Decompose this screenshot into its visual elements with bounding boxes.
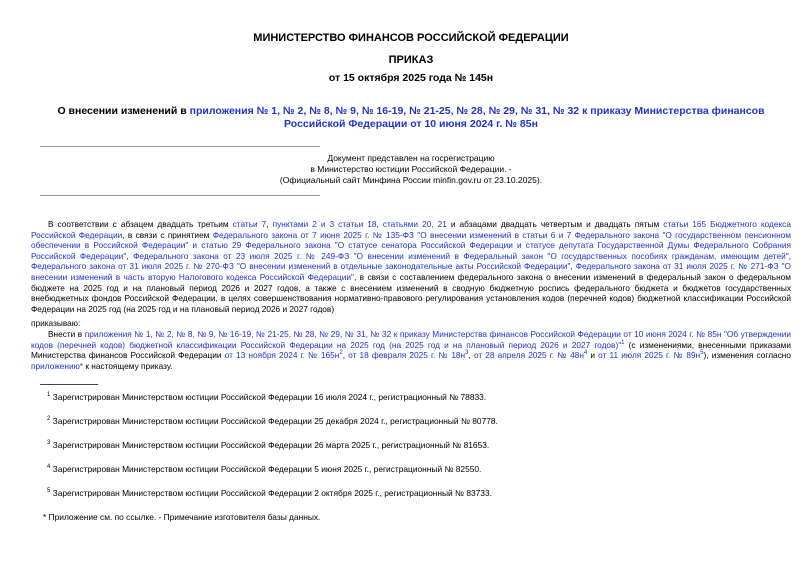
footnotes-section — [31, 392, 791, 523]
footnote-5 — [31, 488, 791, 499]
order-paragraph — [31, 329, 791, 371]
footnote-text: Зарегистрирован Министерством юстиции Российской Федерации 5 июня 2025 г., регистрационный № 82550. — [52, 464, 482, 475]
footnote-text: Приложение см. по ссылке. - Примечание изготовителя базы данных. — [48, 512, 321, 523]
reference-link[interactable]: приложению* — [31, 360, 84, 371]
footnote-marker: 1 — [47, 392, 51, 399]
document-date-number: от 15 октября 2025 года № 145н — [328, 72, 494, 84]
footnote-2 — [31, 416, 791, 427]
document-title — [31, 105, 791, 131]
document-type: ПРИКАЗ — [388, 54, 434, 66]
reference-link[interactable]: приложения № 1, № 2, № 8, № 9, № 16-19, № 21-25, № 28, № 29, № 31, № 32 к приказу Министерства финансов Российской Федерации от 10 июня 2024 г. № 85н — [189, 105, 765, 130]
footnote-3 — [31, 440, 791, 451]
divider-line-bottom — [40, 195, 320, 196]
reference-link[interactable]: 4 — [583, 350, 588, 357]
footnote-marker: 4 — [47, 464, 51, 471]
reference-link[interactable]: 1 — [621, 339, 625, 346]
text-run: , — [266, 219, 273, 229]
text-run: , — [376, 219, 383, 229]
text-run: , — [788, 250, 791, 261]
text-run: ), изменения согласно — [703, 350, 791, 361]
reference-link[interactable]: от 28 апреля 2025 г. № 48н — [473, 350, 584, 361]
text-run: Внести в — [48, 328, 85, 339]
footnote-1 — [31, 392, 791, 403]
footnote-marker: 2 — [47, 416, 51, 423]
registration-note — [31, 153, 791, 186]
footnote-marker: 3 — [47, 440, 51, 447]
reference-link[interactable]: от 18 февраля 2025 г. № 18н — [348, 350, 466, 361]
document-header — [31, 32, 791, 84]
footnote-marker: 5 — [47, 488, 51, 495]
text-run: и абзацами двадцать четвертым и двадцать пятым — [446, 219, 664, 229]
text-run: , в связи с принятием — [122, 229, 213, 240]
text-run: и — [587, 350, 599, 361]
footnote-text: Зарегистрирован Министерством юстиции Российской Федерации 2 октября 2025 г., регистрационный № 83733. — [52, 488, 492, 499]
text-run: , в связи с составлением федерального закона о внесении изменений в федеральный закон о федеральном бюджете на 2025 год и на плановый период 2026 и 2027 годов, а также с внесением изменений в сводную бюджетную роспись федерального бюджета и бюджетов государственных внебюджетных фондов Российской Федерации, в целях совершенствования нормативно-правового регулирования установления кодов (перечней кодов) бюджетной классификации Российской Федерации на 2025 год (на 2025 год и на плановый период 2026 и 2027 годов) — [31, 271, 791, 314]
registration-note-line: (Официальный сайт Минфина России minfin.gov.ru от 23.10.2025). — [279, 175, 543, 185]
reference-link[interactable]: 3 — [465, 350, 469, 357]
registration-note-line: Документ представлен на госрегистрацию — [327, 153, 495, 163]
footnote-text: Зарегистрирован Министерством юстиции Российской Федерации 26 марта 2025 г., регистрационный № 81653. — [52, 440, 490, 451]
footnote-marker: * — [43, 512, 47, 523]
reference-link[interactable]: от 11 июля 2025 г. № 89н — [598, 350, 701, 361]
reference-link[interactable]: Федерального закона от 7 июня 2025 г. № 135-ФЗ "О внесении изменений в статьи 6 и 7 Федерального закона "О государственном пенсионном обеспечении в Российской Федерации" и статью 29 Федерального закона "О статусе сенатора Российской Федерации и статусе депутата Государственной Думы Федерального Собрания Российской Федерации" — [31, 229, 791, 261]
footnote-text: Зарегистрирован Министерством юстиции Российской Федерации 25 декабря 2024 г., регистрационный № 80778. — [52, 416, 498, 427]
ministry-name: МИНИСТЕРСТВО ФИНАНСОВ РОССИЙСКОЙ ФЕДЕРАЦИИ — [253, 32, 569, 44]
reference-link[interactable]: от 13 ноября 2024 г. № 165н — [224, 350, 340, 361]
divider-line-top — [40, 146, 320, 147]
reference-link[interactable]: статьи 165 Бюджетного кодекса Российской Федерации — [31, 219, 791, 240]
text-run: В соответствии с абзацем двадцать третьим — [48, 219, 233, 229]
reference-link[interactable]: 2 — [339, 350, 343, 357]
text-run: (с изменениями, внесенными приказами Министерства финансов Российской Федерации — [31, 339, 791, 361]
reference-link[interactable]: 5 — [700, 350, 704, 357]
text-run: , — [468, 350, 474, 361]
registration-note-line: в Министерство юстиции Российской Федерации. - — [310, 164, 512, 174]
text-run: , — [570, 261, 576, 272]
reference-link[interactable]: приложения № 1, № 2, № 8, № 9, № 16-19, № 21-25, № 28, № 29, № 31, № 32 к приказу Министерства финансов Российской Федерации от 10 июня 2024 г. № 85н "Об утверждении кодов (перечней кодов) бюджетной классификации Российской Федерации на 2025 год (на 2025 год и на плановый период 2026 и 2027 годов)" — [31, 328, 791, 350]
footnote-4 — [31, 464, 791, 475]
text-run: , — [126, 250, 134, 261]
prikaz-word: приказываю: — [31, 318, 81, 329]
reference-link[interactable]: Федерального закона от 31 июля 2025 г. № 270-ФЗ "О внесении изменений в отдельные законодательные акты Российской Федерации" — [31, 261, 571, 272]
document-content — [31, 32, 791, 523]
reference-link[interactable]: Федерального закона от 31 июля 2025 г. № 271-ФЗ "О внесении изменений в часть вторую Налогового кодекса Российской Федерации" — [31, 261, 791, 282]
reference-link[interactable]: Федерального закона от 23 июля 2025 г. № 249-ФЗ "О внесении изменений в Федеральный закон "О государственных пособиях гражданам, имеющим детей" — [133, 250, 789, 261]
footnote-separator — [40, 384, 98, 385]
reference-link[interactable]: пунктами 2 и 3 статьи 18 — [272, 219, 377, 229]
text-run: к настоящему приказу. — [83, 360, 173, 371]
text-run: , — [342, 350, 349, 361]
footnote-appendix-note — [31, 512, 791, 523]
preamble-paragraph — [31, 219, 791, 314]
reference-link[interactable]: статьи 7 — [232, 219, 267, 229]
footnote-text: Зарегистрирован Министерством юстиции Российской Федерации 16 июля 2024 г., регистрационный № 78833. — [52, 392, 487, 403]
reference-link[interactable]: статьями 20, 21 — [382, 219, 447, 229]
text-run: О внесении изменений в — [57, 105, 190, 117]
